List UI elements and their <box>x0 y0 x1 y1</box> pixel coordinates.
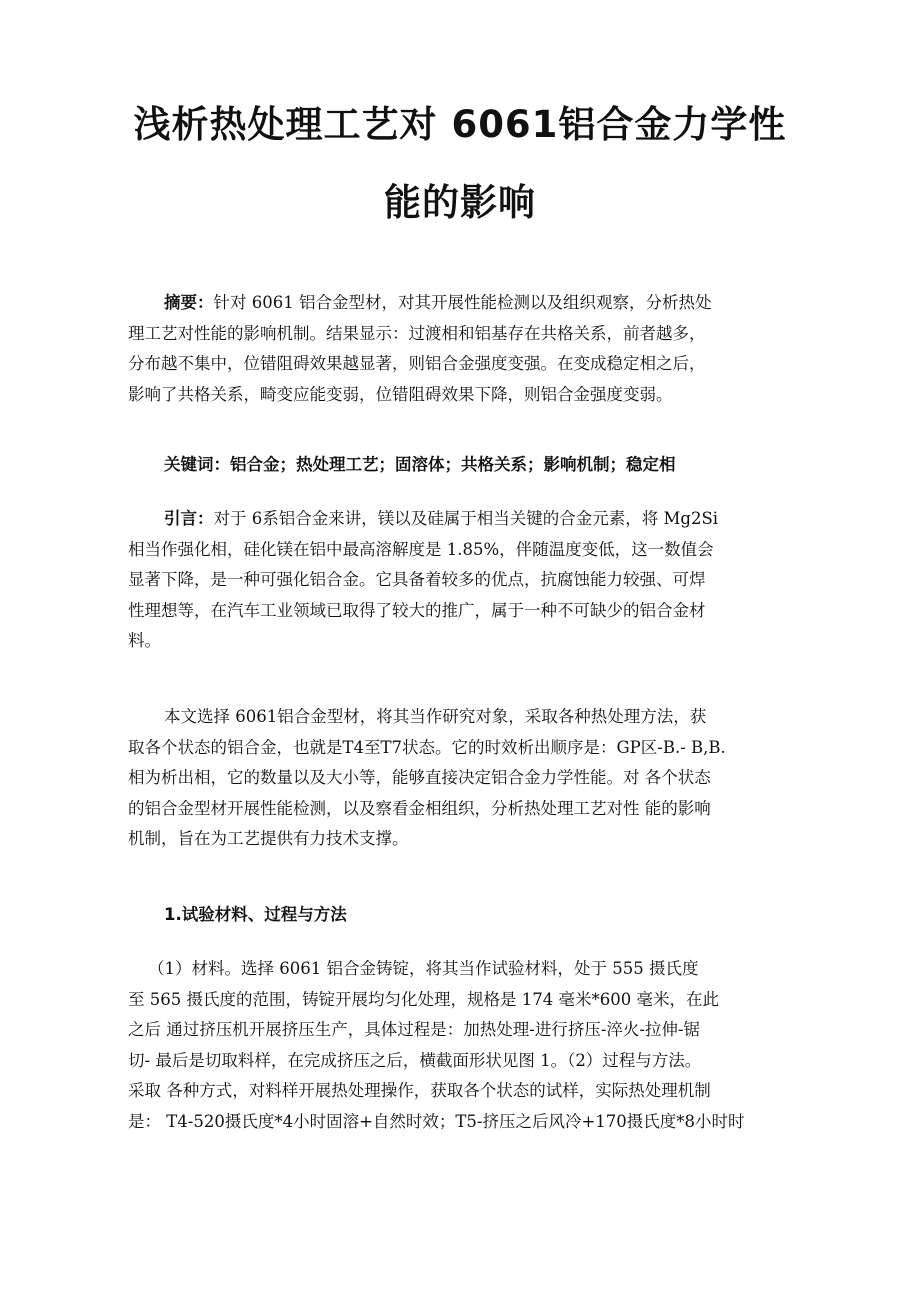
body-line: 采取 各种方式，对料样开展热处理操作，获取各个状态的试样，实际热处理机制 <box>128 1081 711 1100</box>
body-paragraph <box>128 702 784 855</box>
intro-line: 性理想等，在汽车工业领域已取得了较大的推广，属于一种不可缺少的铝合金材 <box>128 600 706 620</box>
abstract-text: 针对 6061 铝合金型材，对其开展性能检测以及组织观察，分析热处 <box>213 293 712 312</box>
intro-line: 料。 <box>128 631 161 650</box>
keywords-text: 铝合金；热处理工艺；固溶体；共格关系；影响机制；稳定相 <box>230 455 676 474</box>
body-line: 本文选择 6061铝合金型材，将其当作研究对象，采取各种热处理方法，获 <box>164 707 707 726</box>
body-line: 是： T4-520摄氏度*4小时固溶+自然时效；T5-挤压之后风冷+170摄氏度*8小时时 <box>128 1111 745 1131</box>
body-line: （1）材料。选择 6061 铝合金铸锭，将其当作试验材料，处于 555 摄氏度 <box>148 959 699 978</box>
body-line: 取各个状态的铝合金，也就是T4至T7状态。它的时效析出顺序是：GP区-B.- B,B. <box>128 737 726 757</box>
intro-line: 相当作强化相，硅化镁在铝中最高溶解度是 1.85%，伴随温度变低，这一数值会 <box>128 539 714 559</box>
abstract-line: 影响了共格关系，畸变应能变弱，位错阻碍效果下降，则铝合金强度变弱。 <box>128 384 673 404</box>
title-line-2: 能的影响 <box>384 181 536 224</box>
intro-text: 对于 6系铝合金来讲，镁以及硅属于相当关键的合金元素，将 Mg2Si <box>213 509 719 528</box>
body-line: 的铝合金型材开展性能检测，以及察看金相组织，分析热处理工艺对性 能的影响 <box>128 798 711 818</box>
title-line-1: 浅析热处理工艺对 6061铝合金力学性 <box>133 103 787 146</box>
body-line: 至 565 摄氏度的范围，铸锭开展均匀化处理，规格是 174 毫米*600 毫米，在此 <box>128 989 719 1009</box>
intro-label: 引言： <box>164 509 214 528</box>
abstract-paragraph <box>128 288 784 410</box>
abstract-line <box>128 288 784 319</box>
body-line: 切- 最后是切取料样，在完成挤压之后，横截面形状见图 1。（2）过程与方法。 <box>128 1050 702 1070</box>
intro-line <box>128 504 784 535</box>
keywords-paragraph <box>128 450 784 481</box>
body-line: 相为析出相，它的数量以及大小等，能够直接决定铝合金力学性能。对 各个状态 <box>128 768 711 787</box>
intro-paragraph <box>128 504 784 657</box>
intro-line: 显著下降，是一种可强化铝合金。它具备着较多的优点，抗腐蚀能力较强、可焊 <box>128 570 706 589</box>
abstract-line: 分布越不集中，位错阻碍效果越显著，则铝合金强度变强。在变成稳定相之后， <box>128 354 706 373</box>
abstract-label: 摘要： <box>164 293 214 312</box>
keywords-label: 关键词： <box>164 455 230 474</box>
section-heading-text: 1.试验材料、过程与方法 <box>164 905 347 924</box>
abstract-line: 理工艺对性能的影响机制。结果显示：过渡相和铝基存在共格关系，前者越多， <box>128 323 706 343</box>
body-line: 机制，旨在为工艺提供有力技术支撑。 <box>128 829 409 848</box>
section-heading <box>128 900 784 931</box>
body-line: 之后 通过挤压机开展挤压生产，具体过程是：加热处理-进行挤压-淬火-拉伸-锯 <box>128 1020 701 1039</box>
keywords-line <box>128 450 784 481</box>
body-paragraph <box>128 954 784 1137</box>
